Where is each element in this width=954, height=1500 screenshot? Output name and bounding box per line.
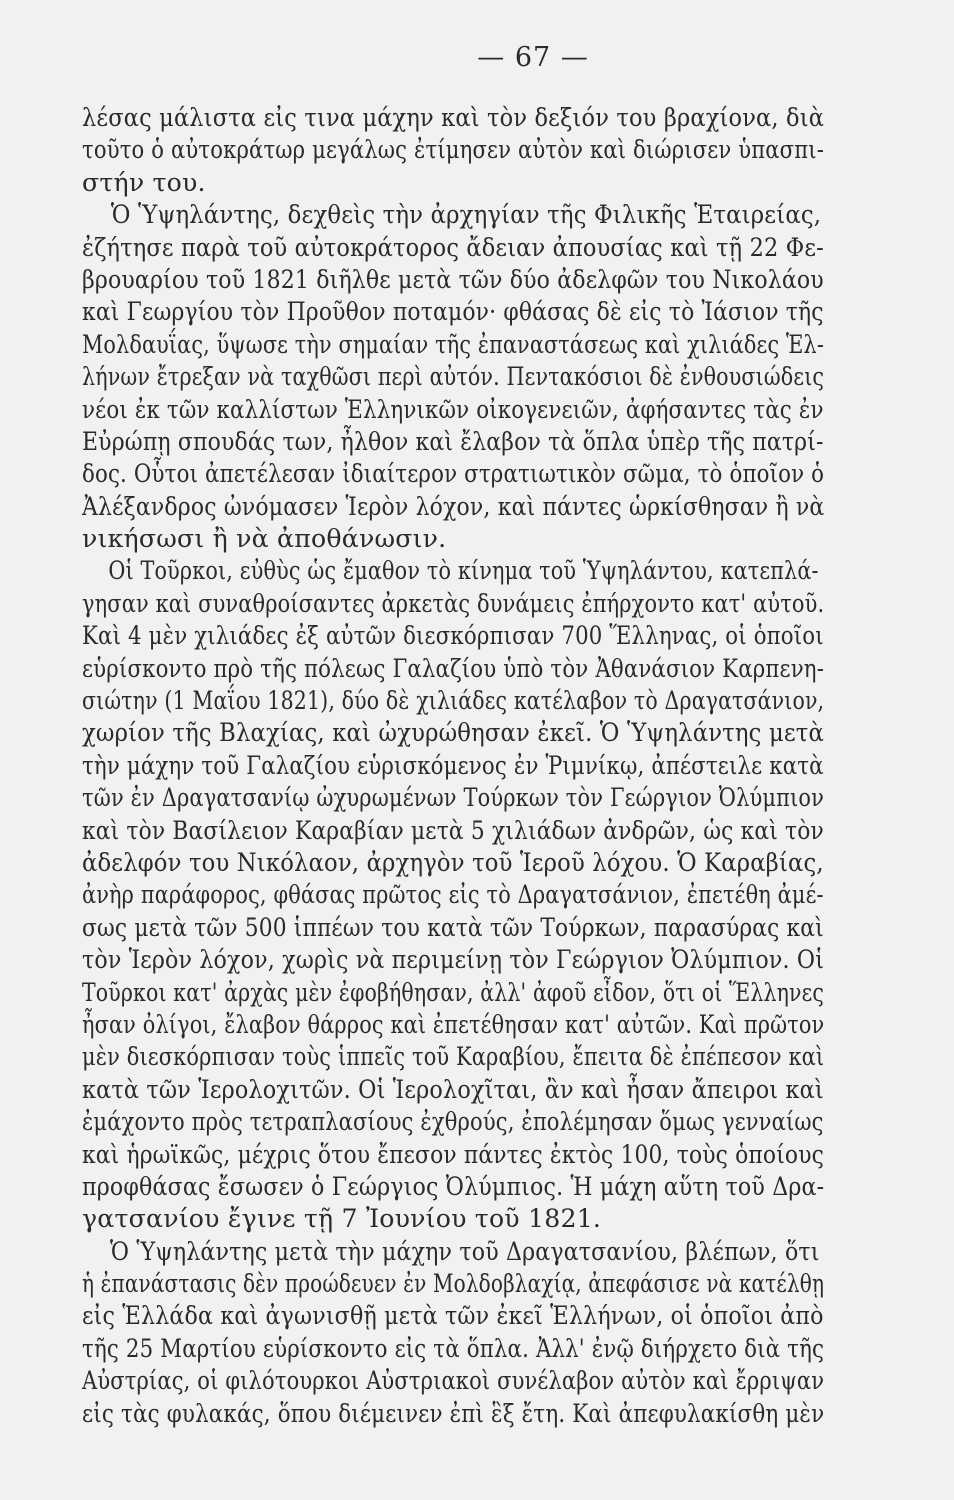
text-line: προφθάσας ἔσωσεν ὁ Γεώργιος Ὀλύμπιος. Ἡ μάχη αὕτη τοῦ Δρα- <box>82 1171 825 1201</box>
text-line: ἀδελφόν του Νικόλαον, ἀρχηγὸν τοῦ Ἱεροῦ λόχου. Ὁ Καραβίας, <box>82 847 824 877</box>
text-line: Καὶ 4 μὲν χιλιάδες ἐξ αὐτῶν διεσκόρπισαν 700 Ἕλληνας, οἱ ὁποῖοι <box>82 621 824 651</box>
text-line: σως μετὰ τῶν 500 ἱππέων του κατὰ τῶν Τούρκων, παρασύρας καὶ <box>82 912 824 942</box>
text-line: καὶ τὸν Βασίλειον Καραβίαν μετὰ 5 χιλιάδων ἀνδρῶν, ὡς καὶ τὸν <box>82 815 824 845</box>
text-line: λέσας μάλιστα εἰς τινα μάχην καὶ τὸν δεξιόν του βραχίονα, διὰ <box>82 103 825 132</box>
body-text <box>82 102 824 1430</box>
text-line: ἀνὴρ παράφορος, φθάσας πρῶτος εἰς τὸ Δραγατσάνιον, ἐπετέθη ἀμέ- <box>82 880 824 910</box>
text-line: Αὐστρίας, οἱ φιλότουρκοι Αὐστριακοὶ συνέλαβον αὐτὸν καὶ ἔρριψαν <box>82 1366 825 1396</box>
text-line: τῆς 25 Μαρτίου εὑρίσκοντο εἰς τὰ ὅπλα. Ἀλλ' ἐνῷ διήρχετο διὰ τῆς <box>82 1333 825 1363</box>
text-line: Ὁ Ὑψηλάντης μετὰ τὴν μάχην τοῦ Δραγατσανίου, βλέπων, ὅτι <box>110 1236 820 1266</box>
text-line: τὸν Ἱερὸν λόχον, χωρὶς νὰ περιμείνῃ τὸν Γεώργιον Ὀλύμπιον. Οἱ <box>82 945 825 975</box>
text-line: Μολδαυΐας, ὕψωσε τὴν σημαίαν τῆς ἐπαναστάσεως καὶ χιλιάδες Ἑλ- <box>82 329 825 359</box>
text-line: χωρίον τῆς Βλαχίας, καὶ ὠχυρώθησαν ἐκεῖ. Ὁ Ὑψηλάντης μετὰ <box>82 718 825 748</box>
text-line: τῶν ἐν Δραγατσανίῳ ὠχυρωμένων Τούρκων τὸν Γεώργιον Ὀλύμπιον <box>82 783 825 813</box>
text-line: βρουαρίου τοῦ 1821 διῆλθε μετὰ τῶν δύο ἀδελφῶν του Νικολάου <box>82 264 824 294</box>
text-line: ἡ ἐπανάστασις δὲν προώδευεν ἐν Μολδοβλαχίᾳ, ἀπεφάσισε νὰ κατέλθῃ <box>82 1269 825 1299</box>
text-line: καὶ Γεωργίου τὸν Προῦθον ποταμόν· φθάσας δὲ εἰς τὸ Ἰάσιον τῆς <box>82 297 824 327</box>
text-line: νικήσωσι ἢ νὰ ἀποθάνωσιν. <box>82 524 447 554</box>
text-line: ἦσαν ὀλίγοι, ἔλαβον θάρρος καὶ ἐπετέθησαν κατ' αὐτῶν. Καὶ πρῶτον <box>82 1009 825 1039</box>
text-line: εἰς Ἑλλάδα καὶ ἀγωνισθῇ μετὰ τῶν ἐκεῖ Ἑλλήνων, οἱ ὁποῖοι ἀπὸ <box>82 1301 824 1331</box>
text-line: δος. Οὗτοι ἀπετέλεσαν ἰδιαίτερον στρατιωτικὸν σῶμα, τὸ ὁποῖον ὁ <box>82 459 825 489</box>
text-line: κατὰ τῶν Ἱερολοχιτῶν. Οἱ Ἱερολοχῖται, ἂν καὶ ἦσαν ἄπειροι καὶ <box>82 1074 824 1104</box>
text-line: Οἱ Τοῦρκοι, εὐθὺς ὡς ἔμαθον τὸ κίνημα τοῦ Ὑψηλάντου, κατεπλά- <box>108 556 819 586</box>
text-line: Εὐρώπῃ σπουδάς των, ἦλθον καὶ ἔλαβον τὰ ὅπλα ὑπὲρ τῆς πατρί- <box>82 426 824 456</box>
text-line: Ὁ Ὑψηλάντης, δεχθεὶς τὴν ἀρχηγίαν τῆς Φιλικῆς Ἑταιρείας, <box>110 200 822 230</box>
text-line: καὶ ἡρωϊκῶς, μέχρις ὅτου ἔπεσον πάντες ἐκτὸς 100, τοὺς ὁποίους <box>82 1139 824 1169</box>
text-line: ἐζήτησε παρὰ τοῦ αὐτοκράτορος ἄδειαν ἀπουσίας καὶ τῇ 22 Φε- <box>82 232 824 262</box>
text-line: σιώτην (1 Μαΐου 1821), δύο δὲ χιλιάδες κατέλαβον τὸ Δραγατσάνιον, <box>82 686 825 716</box>
text-line: στήν του. <box>82 167 206 197</box>
text-line: εὑρίσκοντο πρὸ τῆς πόλεως Γαλαζίου ὑπὸ τὸν Ἀθανάσιον Καρπενη- <box>82 653 825 683</box>
text-line: Τοῦρκοι κατ' ἀρχὰς μὲν ἐφοβήθησαν, ἀλλ' ἀφοῦ εἶδον, ὅτι οἱ Ἕλληνες <box>82 977 824 1007</box>
text-line: τοῦτο ὁ αὐτοκράτωρ μεγάλως ἐτίμησεν αὐτὸν καὶ διώρισεν ὑπασπι- <box>82 135 825 165</box>
text-line: νέοι ἐκ τῶν καλλίστων Ἑλληνικῶν οἰκογενειῶν, ἀφήσαντες τὰς ἐν <box>82 394 824 424</box>
text-line: μὲν διεσκόρπισαν τοὺς ἱππεῖς τοῦ Καραβίου, ἔπειτα δὲ ἐπέπεσον καὶ <box>82 1042 825 1072</box>
text-line: γατσανίου ἔγινε τῇ 7 Ἰουνίου τοῦ 1821. <box>82 1204 602 1234</box>
text-line: Ἀλέξανδρος ὠνόμασεν Ἱερὸν λόχον, καὶ πάντες ὡρκίσθησαν ἢ νὰ <box>82 491 825 521</box>
text-line: γησαν καὶ συναθροίσαντες ἀρκετὰς δυνάμεις ἐπήρχοντο κατ' αὐτοῦ. <box>82 588 825 618</box>
text-line: εἰς τὰς φυλακάς, ὅπου διέμεινεν ἐπὶ ἓξ ἔτη. Καὶ ἀπεφυλακίσθη μὲν <box>82 1398 825 1428</box>
text-line: ἐμάχοντο πρὸς τετραπλασίους ἐχθρούς, ἐπολέμησαν ὅμως γενναίως <box>82 1107 824 1137</box>
text-line: λήνων ἔτρεξαν νὰ ταχθῶσι περὶ αὐτόν. Πεντακόσιοι δὲ ἐνθουσιώδεις <box>82 362 825 392</box>
text-line: τὴν μάχην τοῦ Γαλαζίου εὑρισκόμενος ἐν Ῥιμνίκῳ, ἀπέστειλε κατὰ <box>82 750 824 780</box>
page-number: — 67 — <box>477 42 589 73</box>
